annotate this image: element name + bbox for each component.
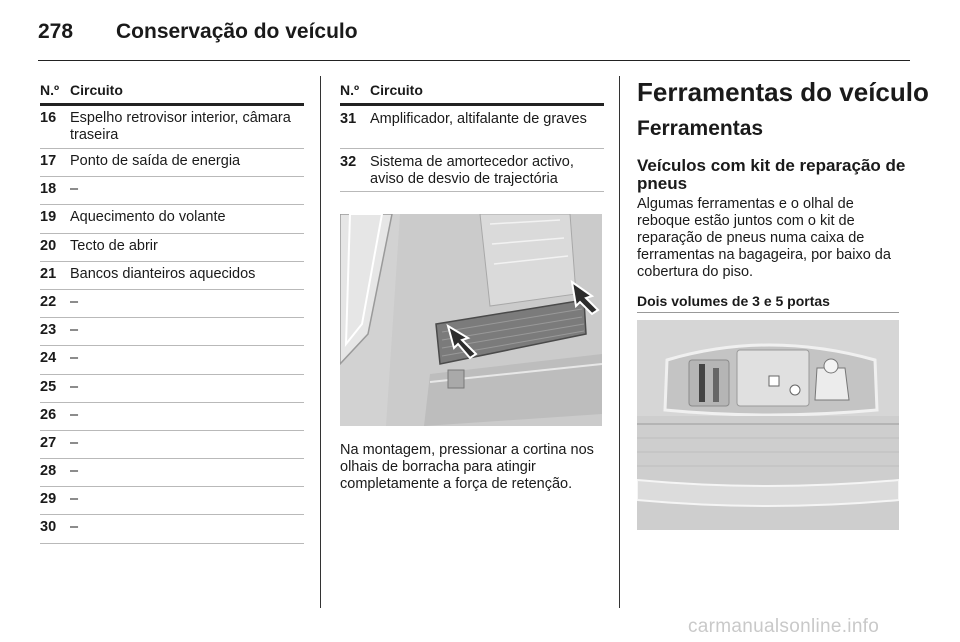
figure-curtain-mounting xyxy=(340,214,602,426)
figure-tool-box xyxy=(637,320,899,530)
table-row xyxy=(40,149,304,177)
table-row xyxy=(40,403,304,431)
body-paragraph: Algumas ferramentas e o olhal de reboque estão juntos com o kit de reparação de pneus numa caixa de ferramentas na bagageira, por baixo da cobertura do piso. xyxy=(637,196,891,280)
table-header xyxy=(40,82,304,106)
fuse-circuit: – xyxy=(70,434,79,451)
fuse-circuit: – xyxy=(70,491,79,508)
figure-caption: Na montagem, pressionar a cortina nos olhais de borracha para atingir completamente a força de retenção. xyxy=(340,442,594,492)
fuse-number: 23 xyxy=(40,322,57,339)
fuse-number: 25 xyxy=(40,378,57,395)
subsection-title: Ferramentas xyxy=(637,117,764,140)
fuse-circuit: Espelho retrovisor interior, câmara traseira xyxy=(70,110,291,143)
header-number: N.º xyxy=(40,82,60,98)
fuse-circuit: – xyxy=(70,322,79,339)
fuse-number: 29 xyxy=(40,491,57,508)
fuse-number: 24 xyxy=(40,350,57,367)
column-divider-left xyxy=(320,76,321,608)
table-row xyxy=(340,106,604,149)
fuse-number: 32 xyxy=(340,154,357,170)
fuse-circuit: – xyxy=(70,406,79,423)
heading-tyre-repair-kit: Veículos com kit de reparação de pneus xyxy=(637,156,906,193)
table-row xyxy=(40,318,304,346)
fuse-circuit: – xyxy=(70,378,79,395)
table-row xyxy=(40,262,304,290)
figure-heading: Dois volumes de 3 e 5 portas xyxy=(637,293,899,313)
fuse-number: 17 xyxy=(40,153,57,169)
page-title: Conservação do veículo xyxy=(116,20,358,43)
fuse-number: 21 xyxy=(40,265,57,282)
header-circuit: Circuito xyxy=(370,82,423,98)
fuse-circuit: Amplificador, altifalante de graves xyxy=(370,111,587,127)
watermark: carmanualsonline.info xyxy=(688,616,880,637)
fuse-circuit: – xyxy=(70,181,79,198)
table-row xyxy=(40,346,304,374)
fuse-number: 20 xyxy=(40,237,57,254)
fuse-circuit: – xyxy=(70,463,79,480)
fuse-number: 19 xyxy=(40,209,57,226)
section-title: Ferramentas do veículo xyxy=(637,77,929,107)
fuse-number: 30 xyxy=(40,519,57,536)
header-rule xyxy=(38,60,910,61)
toolbox-illustration xyxy=(637,320,899,530)
fuse-circuit: Aquecimento do volante xyxy=(70,209,226,226)
fuse-circuit: – xyxy=(70,519,79,536)
column-divider-right xyxy=(619,76,620,608)
table-row xyxy=(40,205,304,233)
fuse-table-left xyxy=(40,82,304,544)
fuse-number: 22 xyxy=(40,293,57,310)
fuse-number: 27 xyxy=(40,434,57,451)
page-header xyxy=(38,18,918,58)
table-row xyxy=(40,431,304,459)
table-row xyxy=(40,375,304,403)
table-row xyxy=(40,459,304,487)
fuse-number: 18 xyxy=(40,181,57,198)
fuse-circuit: Tecto de abrir xyxy=(70,237,158,254)
table-row xyxy=(40,515,304,543)
fuse-number: 26 xyxy=(40,406,57,423)
fuse-circuit: – xyxy=(70,350,79,367)
header-number: N.º xyxy=(340,82,360,98)
table-row xyxy=(40,106,304,149)
fuse-table-middle xyxy=(340,82,604,192)
table-row xyxy=(40,177,304,205)
fuse-circuit: Ponto de saída de energia xyxy=(70,153,241,169)
table-row xyxy=(340,149,604,192)
fuse-number: 28 xyxy=(40,463,57,480)
fuse-circuit: – xyxy=(70,293,79,310)
table-header xyxy=(340,82,604,106)
table-row xyxy=(40,234,304,262)
header-circuit: Circuito xyxy=(70,82,123,98)
table-row xyxy=(40,487,304,515)
fuse-circuit: Sistema de amortecedor activo, aviso de desvio de trajectória xyxy=(370,154,574,187)
table-row xyxy=(40,290,304,318)
fuse-circuit: Bancos dianteiros aquecidos xyxy=(70,265,256,282)
fuse-number: 31 xyxy=(340,111,357,127)
fuse-number: 16 xyxy=(40,110,57,126)
page-number: 278 xyxy=(38,20,74,43)
curtain-illustration xyxy=(340,214,602,426)
